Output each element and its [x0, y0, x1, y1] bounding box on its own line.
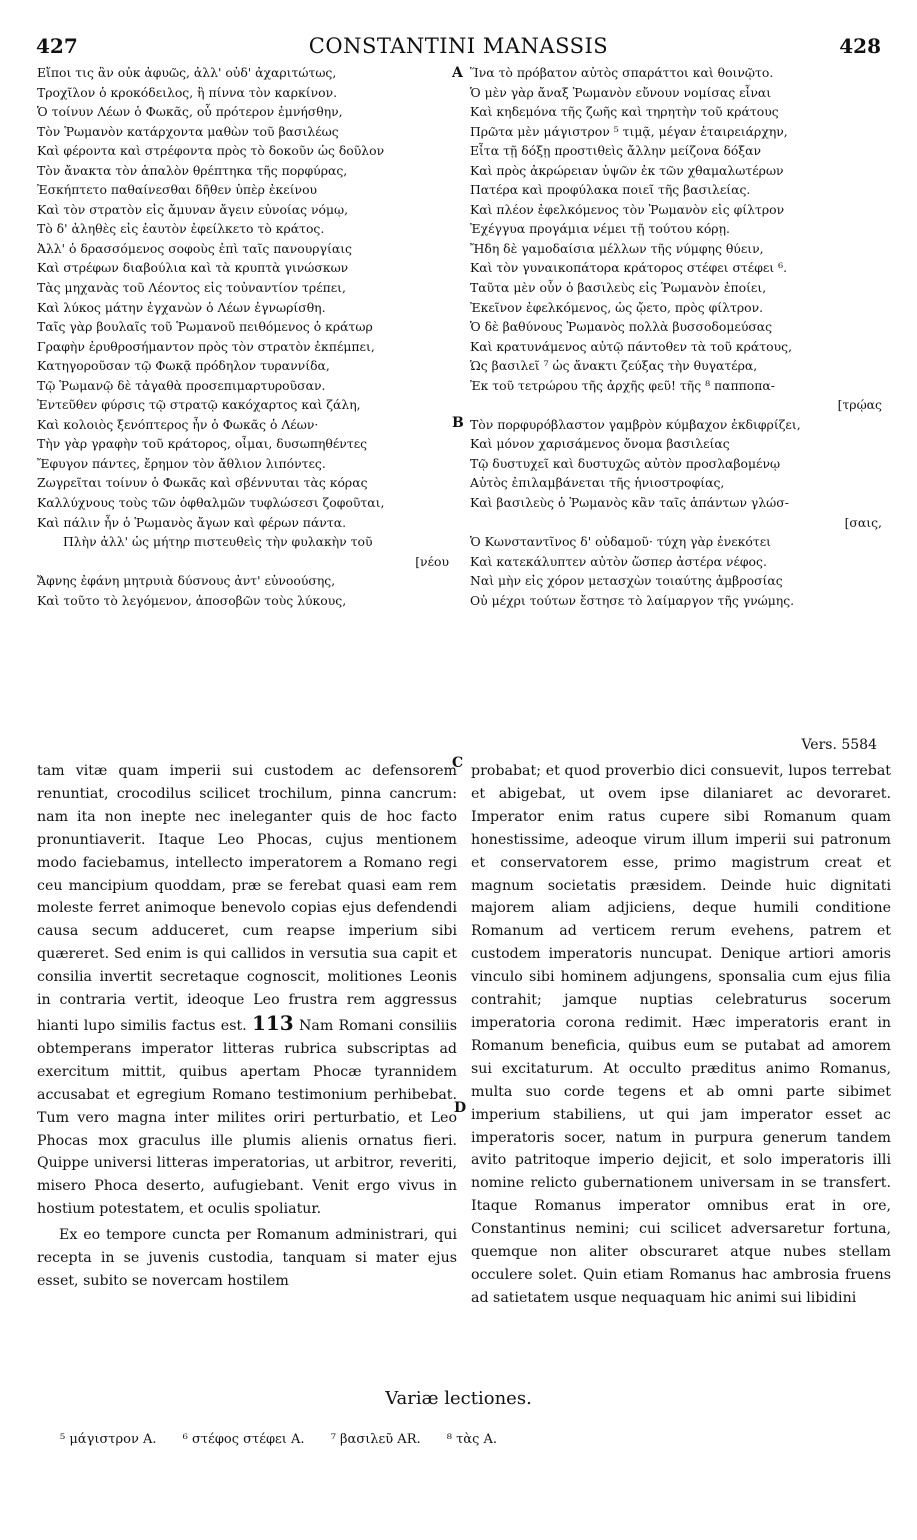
verse-continuation: [νέου	[415, 553, 449, 569]
verse-line: Κατηγοροῦσαν τῷ Φωκᾷ πρόδηλον τυραννίδα,	[37, 358, 330, 374]
verse-line: Ἀλλ' ὁ δρασσόμενος σοφοὺς ἐπὶ ταῖς πανουργίαις	[37, 240, 352, 256]
verse-line: Εἶτα τῇ δόξῃ προστιθεὶς ἄλλην μείζονα δόξαν	[470, 143, 762, 159]
verse-line: Ἐχέγγυα προγάμια νέμει τῇ τούτου κόρῃ.	[470, 221, 730, 237]
latin-paragraph: probabat; et quod proverbio dici consuevit, lupos terrebat et abigebat, ut ovem ipse dilaniaret ac devoraret. Imperator enim ratus cupere sibi Romanum quam honestissime, adeoque virum illum imperii sui patronum et conservatorem esse, primo magistrum creat et magnum societatis præsidem. Deinde huic dignitati majorem aliam adjiciens, deque humili conditione Romanum ad verticem rerum evehens, patrem et custodem imperatoris nuncupat. Denique artiori amoris vinculo sibi hominem adjungens, sponsalia cum ejus filia contrahit; jamque nuptias celebraturus socerum imperatoria corona redimit. Hæc imperatoris erant in Romanum beneficia, quibus eum se putabat ad amorem sui excitaturum. At occulto præditus animo Romanus, multa suo corde tegens et ab omni parte sibimet imperium stabiliens, ut qui jam imperator esset ac imperatoris socer, natum in purpura generum tandem avito patritoque imperio dejicit, et solo imperatoris illi nomine relicto gubernationem universam in se transfert. Itaque Romanus imperator omnibus erat in ore, Constantinus nemini; cui scilicet adversaretur fortuna, quemque non aliter obscuraret atque nubes stellam occulere solet. Quin etiam Romanus hac ambrosia fruens ad satietatem usque nequaquam hic animi sui libidini	[471, 763, 891, 1306]
verse-reference: Vers. 5584	[801, 737, 877, 753]
verse-line: Ἐσκήπτετο παθαίνεσθαι δῆθεν ὑπὲρ ἐκείνου	[37, 182, 318, 198]
verse-line: Τὰς μηχανὰς τοῦ Λέοντος εἰς τοὐναντίον τρέπει,	[37, 280, 346, 296]
verse-line: Οὐ μέχρι τούτων ἔστησε τὸ λαίμαργον τῆς γνώμης.	[470, 592, 795, 608]
verse-line: Ταῦτα μὲν οὖν ὁ βασιλεὺς εἰς Ῥωμανὸν ἐποίει,	[470, 280, 767, 296]
verse-line: Εἴποι τις ἂν οὐκ ἀφυῶς, ἀλλ' οὐδ' ἀχαριτώτως,	[37, 65, 337, 80]
verse-line: Πατέρα καὶ προφύλακα ποιεῖ τῆς βασιλείας.	[470, 182, 751, 198]
verse-line: Ἄφνης ἐφάνη μητρυιὰ δύσνους ἀντ' εὐνοούσης,	[37, 573, 336, 589]
verse-line: Τὸ δ' ἀληθὲς εἰς ἑαυτὸν ἐφείλκετο τὸ κράτος.	[37, 221, 325, 237]
column-number: 113	[251, 1010, 294, 1035]
verse-line: Καὶ κολοιὸς ξενόπτερος ἦν ὁ Φωκᾶς ὁ Λέων·	[37, 416, 319, 432]
verse-line: Καὶ κρατυνάμενος αὐτῷ πάντοθεν τὰ τοῦ κράτους,	[470, 338, 793, 354]
verse-line: Ὁ τοίνυν Λέων ὁ Φωκᾶς, οὗ πρότερον ἐμνήσθην,	[37, 104, 343, 120]
verse-line: Αὐτὸς ἐπιλαμβάνεται τῆς ἡνιοστροφίας,	[470, 475, 725, 491]
latin-translation-column-right	[471, 760, 891, 1310]
verse-line: Καὶ μόνον χαρισάμενος ὄνομα βασιλείας	[470, 436, 730, 452]
verse-line: Ἐκεῖνον ἐφελκόμενος, ὡς ᾤετο, πρὸς φίλτρον.	[470, 299, 764, 315]
latin-translation-column-left	[37, 760, 457, 1293]
variant-note: ⁷ βασιλεῦ AR.	[330, 1432, 421, 1447]
verse-line: Καὶ κηδεμόνα τῆς ζωῆς καὶ τηρητὴν τοῦ κράτους	[470, 104, 779, 120]
verse-line: Ὁ Κωνσταντῖνος δ' οὐδαμοῦ· τύχη γὰρ ἐνεκότει	[470, 534, 772, 550]
verse-line: Ἤδη δὲ γαμοδαίσια μέλλων τῆς νύμφης θύειν,	[470, 240, 764, 256]
verse-continuation: [τρῴας	[837, 397, 882, 413]
greek-verse-column-left	[37, 63, 457, 610]
verse-line: Γραφὴν ἐρυθροσήμαντον πρὸς τὸν στρατὸν ἐκπέμπει,	[37, 338, 375, 354]
verse-line: Τῷ Ῥωμανῷ δὲ τἀγαθὰ προσεπιμαρτυροῦσαν.	[37, 377, 326, 393]
verse-line: Ἵνα τὸ πρόβατον αὐτὸς σπαράττοι καὶ θοινῷτο.	[470, 65, 774, 80]
verse-line: Καὶ φέροντα καὶ στρέφοντα πρὸς τὸ δοκοῦν ὡς δοῦλον	[37, 143, 385, 159]
verse-line: Καὶ πάλιν ἦν ὁ Ῥωμανὸς ἄγων καὶ φέρων πάντα.	[37, 514, 347, 530]
latin-paragraph: Ex eo tempore cuncta per Romanum administrari, qui recepta in se juvenis custodia, tanquam si mater ejus esset, subito se novercam hostilem	[37, 1227, 457, 1289]
verse-line: Ὁ δὲ βαθύνους Ῥωμανὸς πολλὰ βυσσοδομεύσας	[470, 319, 773, 335]
verse-line: Καὶ στρέφων διαβούλια καὶ τὰ κρυπτὰ γινώσκων	[37, 260, 349, 276]
verse-line: Ἐντεῦθεν φύρσις τῷ στρατῷ κακόχαρτος καὶ ζάλη,	[37, 397, 361, 413]
greek-verse-column-right	[470, 63, 890, 610]
verse-line: Ὁ μὲν γὰρ ἄναξ Ῥωμανὸν εὔνουν νομίσας εἶναι	[470, 84, 772, 100]
variant-note: ⁵ μάγιστρον A.	[60, 1432, 157, 1447]
running-header	[36, 34, 881, 64]
verse-line: Καὶ λύκος μάτην ἐγχανὼν ὁ Λέων ἐγνωρίσθη.	[37, 299, 326, 315]
verse-line: Καλλύχνους τοὺς τῶν ὀφθαλμῶν τυφλώσεσι ζοφοῦται,	[37, 495, 385, 511]
verse-line: Ζωγρεῖται τοίνυν ὁ Φωκᾶς καὶ σβέννυται τὰς κόρας	[37, 475, 368, 491]
verse-line: Τῷ δυστυχεῖ καὶ δυστυχῶς αὐτὸν προσλαβομένῳ	[470, 455, 781, 471]
verse-line: Πλὴν ἀλλ' ὡς μήτηρ πιστευθεὶς τὴν φυλακὴν τοῦ	[63, 534, 373, 550]
latin-text: tam vitæ quam imperii sui custodem ac defensorem renuntiat, crocodilus scilicet trochilum, pinna cancrum: nam ita non inepte nec ineleganter quis de hoc facto pronuntiaverit. Itaque Leo Phocas, cujus mentionem modo faciebamus, intellecto imperatorem a Romano regi ceu mancipium quoddam, præ se ferebat quasi eam rem moleste ferret animoque benevolo copias ejus defendendi causa secum adduceret, cum reapse imperium sibi quæreret. Sed enim is qui callidos in versutia sua capit et consilia invertit secretaque cognoscit, molitiones Leonis in contraria vertit, ideoque Leo frustra rem aggressus hianti lupo similis factus est.	[37, 763, 457, 1034]
margin-letter-d: D	[454, 1100, 467, 1116]
running-title: CONSTANTINI MANASSIS	[308, 34, 609, 58]
margin-letter-c: C	[452, 755, 464, 771]
verse-line: Ἐκ τοῦ τετρώρου τῆς ἀρχῆς φεῦ! τῆς ⁸ παπποπα-	[470, 377, 775, 393]
margin-letter-b: B	[452, 415, 464, 431]
verse-line: Καὶ τοῦτο τὸ λεγόμενον, ἀποσοβῶν τοὺς λύκους,	[37, 592, 347, 608]
verse-line: Τὸν Ῥωμανὸν κατάρχοντα μαθὼν τοῦ βασιλέως	[37, 123, 339, 139]
verse-line: Τὸν ἄνακτα τὸν ἁπαλὸν θρέπτηκα τῆς πορφύρας,	[37, 162, 348, 178]
verse-line: Καὶ τὸν στρατὸν εἰς ἄμυναν ἄγειν εὐνοίας νόμῳ,	[37, 201, 349, 217]
verse-line: Τὸν πορφυρόβλαστον γαμβρὸν κύμβαχον ἐκδιφρίζει,	[470, 416, 801, 432]
latin-text: Nam Romani consiliis obtemperans imperator litteras rubrica subscriptas ad exercitum mittit, quibus apertam Phocæ tyrannidem accusabat et egregium Romano testimonium perhibebat. Tum vero magna inter milites oriri perturbatio, et Leo Phocas mox graculus ille plumis alienis ornatus fieri. Quippe universi litteras imperatorias, ut arbitror, reveriti, misero Phoca deserto, aufugiebant. Venit ergo vivus in hostium potestatem, et oculis spoliatur.	[37, 1017, 457, 1218]
verse-line: Ταῖς γὰρ βουλαῖς τοῦ Ῥωμανοῦ πειθόμενος ὁ κράτωρ	[37, 319, 373, 335]
page-number-right: 428	[839, 34, 881, 58]
verse-continuation: [σαις,	[844, 514, 882, 530]
variant-note: ⁸ τὰς A.	[446, 1432, 498, 1447]
verse-line: Καὶ βασιλεὺς ὁ Ῥωμανὸς κἂν ταῖς ἁπάντων γλώσ-	[470, 495, 789, 511]
variant-readings-notes	[60, 1432, 860, 1447]
verse-line: Καὶ πρὸς ἀκρώρειαν ὑψῶν ἐκ τῶν χθαμαλωτέρων	[470, 162, 784, 178]
verse-line: Πρῶτα μὲν μάγιστρον ⁵ τιμᾷ, μέγαν ἑταιρειάρχην,	[470, 123, 788, 139]
verse-line: Καὶ τὸν γυναικοπάτορα κράτορος στέφει στέφει ⁶.	[470, 260, 788, 276]
verse-line: Καὶ πλέον ἐφελκόμενος τὸν Ῥωμανὸν εἰς φίλτρον	[470, 201, 785, 217]
verse-line: Ναὶ μὴν εἰς χόρον μετασχὼν τοιαύτης ἀμβροσίας	[470, 573, 783, 589]
margin-letter-a: A	[452, 65, 463, 81]
verse-line: Ἔφυγον πάντες, ἔρημον τὸν ἄθλιον λιπόντες.	[37, 455, 326, 471]
variant-note: ⁶ στέφος στέφει A.	[182, 1432, 305, 1447]
latin-paragraph	[37, 760, 457, 1221]
verse-line: Ὡς βασιλεῖ ⁷ ὡς ἄνακτι ζεύξας τὴν θυγατέρα,	[470, 358, 758, 374]
variant-readings-heading: Variæ lectiones.	[385, 1388, 532, 1409]
page-number-left: 427	[36, 34, 78, 58]
verse-line: Τὴν γὰρ γραφὴν τοῦ κράτορος, οἶμαι, δυσωπηθέντες	[37, 436, 368, 452]
verse-line: Καὶ κατεκάλυπτεν αὐτὸν ὥσπερ ἀστέρα νέφος.	[470, 553, 767, 569]
verse-line: Τροχῖλον ὁ κροκόδειλος, ἢ πίννα τὸν καρκίνον.	[37, 84, 338, 100]
